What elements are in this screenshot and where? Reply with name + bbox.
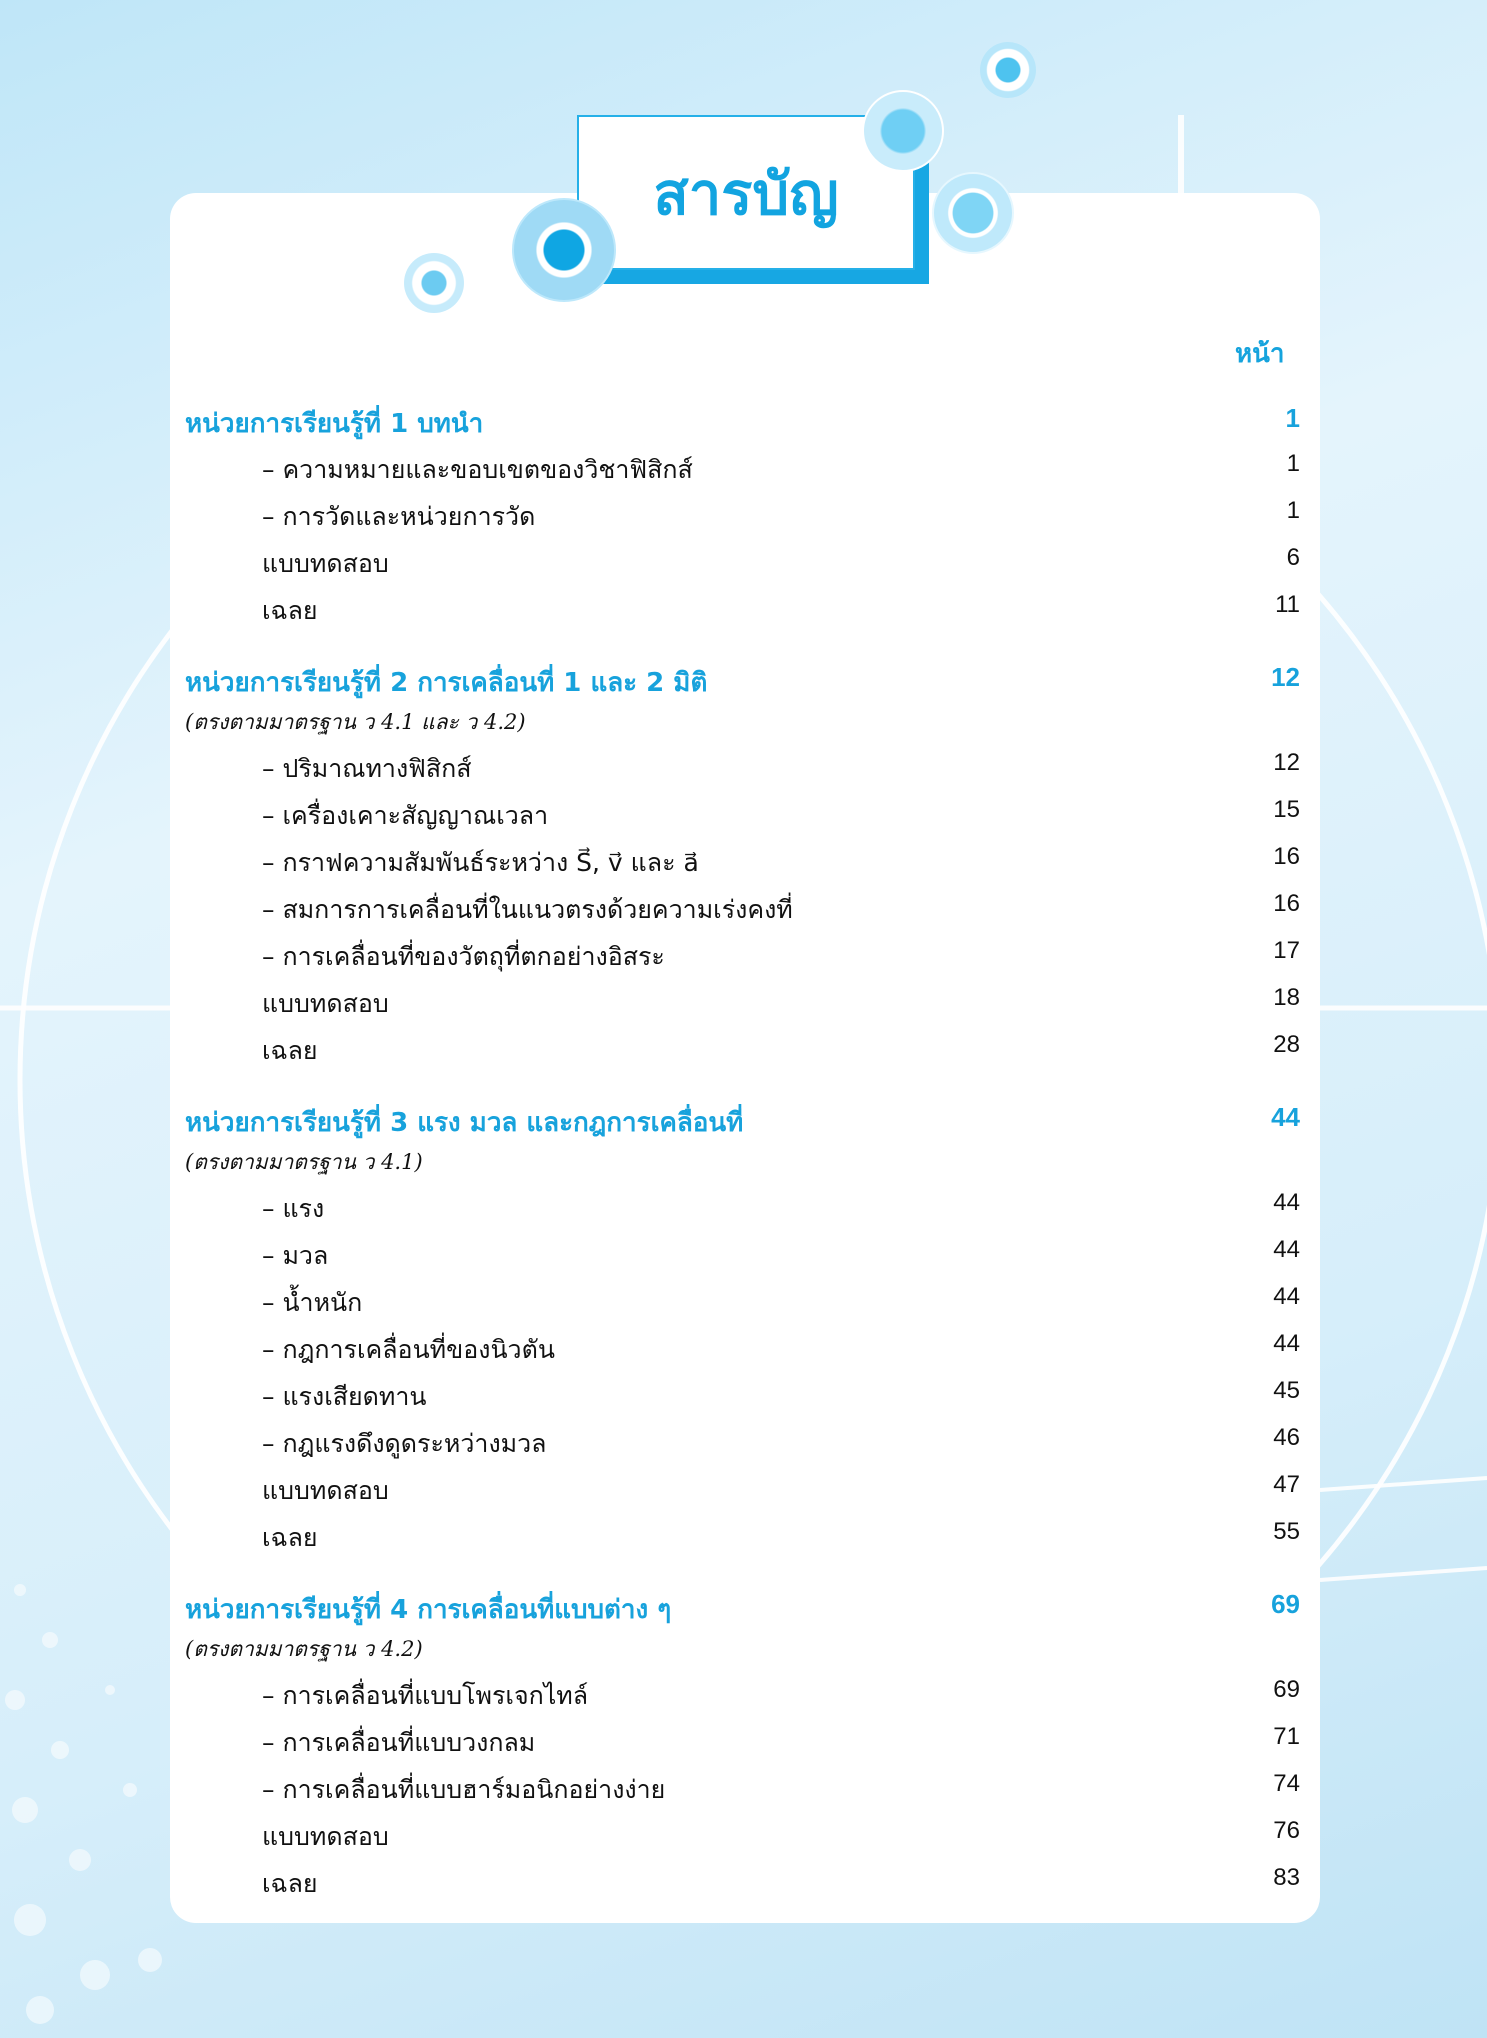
unit-standard [185,1146,1300,1186]
toc-item-label: – สมการการเคลื่อนที่ในแนวตรงด้วยความเร่งคงที่ [262,895,793,924]
toc-item-page: 47 [1273,1471,1300,1498]
toc-item[interactable] [185,497,1300,537]
toc-item[interactable] [185,1518,1300,1558]
bubble-top-icon [862,90,944,172]
toc-item[interactable] [185,1770,1300,1810]
toc-item-page: 12 [1273,749,1300,776]
toc-item-page: 1 [1286,450,1300,477]
toc-item-label: แบบทดสอบ [262,1476,389,1505]
toc-item[interactable] [185,1330,1300,1370]
toc-item[interactable] [185,1817,1300,1857]
toc-item[interactable] [185,1377,1300,1417]
toc-item-label: – เครื่องเคาะสัญญาณเวลา [262,801,549,830]
bubble-small-top-icon [980,42,1036,98]
toc-item[interactable] [185,1471,1300,1511]
toc-item[interactable] [185,1676,1300,1716]
toc-item-page: 69 [1273,1676,1300,1703]
toc-item-page: 46 [1273,1424,1300,1451]
toc-item-page: 74 [1273,1770,1300,1797]
unit-title: หน่วยการเรียนรู้ที่ 3 แรง มวล และกฎการเคลื่อนที่ [185,1108,744,1138]
toc-item-label: – กราฟความสัมพันธ์ระหว่าง S⃗, v⃗ และ a⃗ [262,848,699,877]
toc-item-label: เฉลย [262,1036,318,1065]
toc-item-label: – แรงเสียดทาน [262,1382,427,1411]
toc-item-label: – การวัดและหน่วยการวัด [262,502,536,531]
unit-heading-2[interactable] [185,662,1300,702]
unit-heading-1[interactable] [185,403,1300,443]
toc-item-label: – การเคลื่อนที่แบบโพรเจกไทล์ [262,1681,589,1710]
toc-item-label: แบบทดสอบ [262,1822,389,1851]
toc-item[interactable] [185,843,1300,883]
bubble-right-icon [932,172,1014,254]
standard-text: (ตรงตามมาตรฐาน ว 4.2) [185,1637,423,1661]
toc-item-page: 44 [1273,1189,1300,1216]
bubble-large-icon [512,198,616,302]
toc-item-label: – ปริมาณทางฟิสิกส์ [262,754,472,783]
toc-item-label: เฉลย [262,1523,318,1552]
toc-item-page: 15 [1273,796,1300,823]
unit-page: 1 [1285,403,1300,433]
toc-item-label: – การเคลื่อนที่แบบฮาร์มอนิกอย่างง่าย [262,1775,666,1804]
toc-item-page: 18 [1273,984,1300,1011]
toc-item-label: – น้ำหนัก [262,1288,363,1317]
toc-item-page: 76 [1273,1817,1300,1844]
toc-item[interactable] [185,1031,1300,1071]
toc-item[interactable] [185,1864,1300,1904]
unit-title: หน่วยการเรียนรู้ที่ 1 บทนำ [185,409,484,439]
unit-heading-4[interactable] [185,1589,1300,1629]
toc-item-label: เฉลย [262,596,318,625]
toc-item-label: แบบทดสอบ [262,989,389,1018]
toc-item-label: – การเคลื่อนที่ของวัตถุที่ตกอย่างอิสระ [262,942,665,971]
toc-item[interactable] [185,1189,1300,1229]
toc-item[interactable] [185,1236,1300,1276]
toc-item-page: 71 [1273,1723,1300,1750]
toc-item-page: 44 [1273,1330,1300,1357]
toc-item-page: 16 [1273,890,1300,917]
toc-item-label: – กฎการเคลื่อนที่ของนิวตัน [262,1335,555,1364]
unit-heading-3[interactable] [185,1102,1300,1142]
toc-item[interactable] [185,1424,1300,1464]
standard-text: (ตรงตามมาตรฐาน ว 4.1) [185,1150,423,1174]
toc-item[interactable] [185,544,1300,584]
toc-item-page: 45 [1273,1377,1300,1404]
unit-page: 44 [1271,1102,1300,1132]
toc-item[interactable] [185,591,1300,631]
toc-item-page: 16 [1273,843,1300,870]
unit-title: หน่วยการเรียนรู้ที่ 2 การเคลื่อนที่ 1 และ 2 มิติ [185,668,708,698]
toc-item-label: – ความหมายและขอบเขตของวิชาฟิสิกส์ [262,455,693,484]
unit-page: 12 [1271,662,1300,692]
toc-item-page: 6 [1286,544,1300,571]
toc-item-page: 44 [1273,1283,1300,1310]
toc-item[interactable] [185,1723,1300,1763]
toc-item-page: 28 [1273,1031,1300,1058]
toc-item-page: 11 [1275,591,1300,618]
bubble-small-left-icon [404,253,464,313]
toc-item-page: 1 [1286,497,1300,524]
unit-page: 69 [1271,1589,1300,1619]
toc-item-label: – กฎแรงดึงดูดระหว่างมวล [262,1429,547,1458]
toc-item-page: 83 [1273,1864,1300,1891]
toc-item[interactable] [185,890,1300,930]
toc-item[interactable] [185,749,1300,789]
toc-item-page: 17 [1273,937,1300,964]
unit-standard [185,706,1300,746]
toc-item-label: – แรง [262,1194,325,1223]
toc-item[interactable] [185,984,1300,1024]
toc-item[interactable] [185,937,1300,977]
toc-item-label: – มวล [262,1241,329,1270]
toc-item-page: 44 [1273,1236,1300,1263]
toc-item-label: – การเคลื่อนที่แบบวงกลม [262,1728,536,1757]
toc-item-page: 55 [1273,1518,1300,1545]
unit-title: หน่วยการเรียนรู้ที่ 4 การเคลื่อนที่แบบต่าง ๆ [185,1595,672,1625]
toc-item[interactable] [185,796,1300,836]
unit-standard [185,1633,1300,1673]
toc-item-label: แบบทดสอบ [262,549,389,578]
toc-item-label: เฉลย [262,1869,318,1898]
page-title: สารบัญ [653,160,839,228]
toc-item[interactable] [185,1283,1300,1323]
toc-item[interactable] [185,450,1300,490]
page-column-header: หน้า [1235,339,1285,369]
standard-text: (ตรงตามมาตรฐาน ว 4.1 และ ว 4.2) [185,710,526,734]
